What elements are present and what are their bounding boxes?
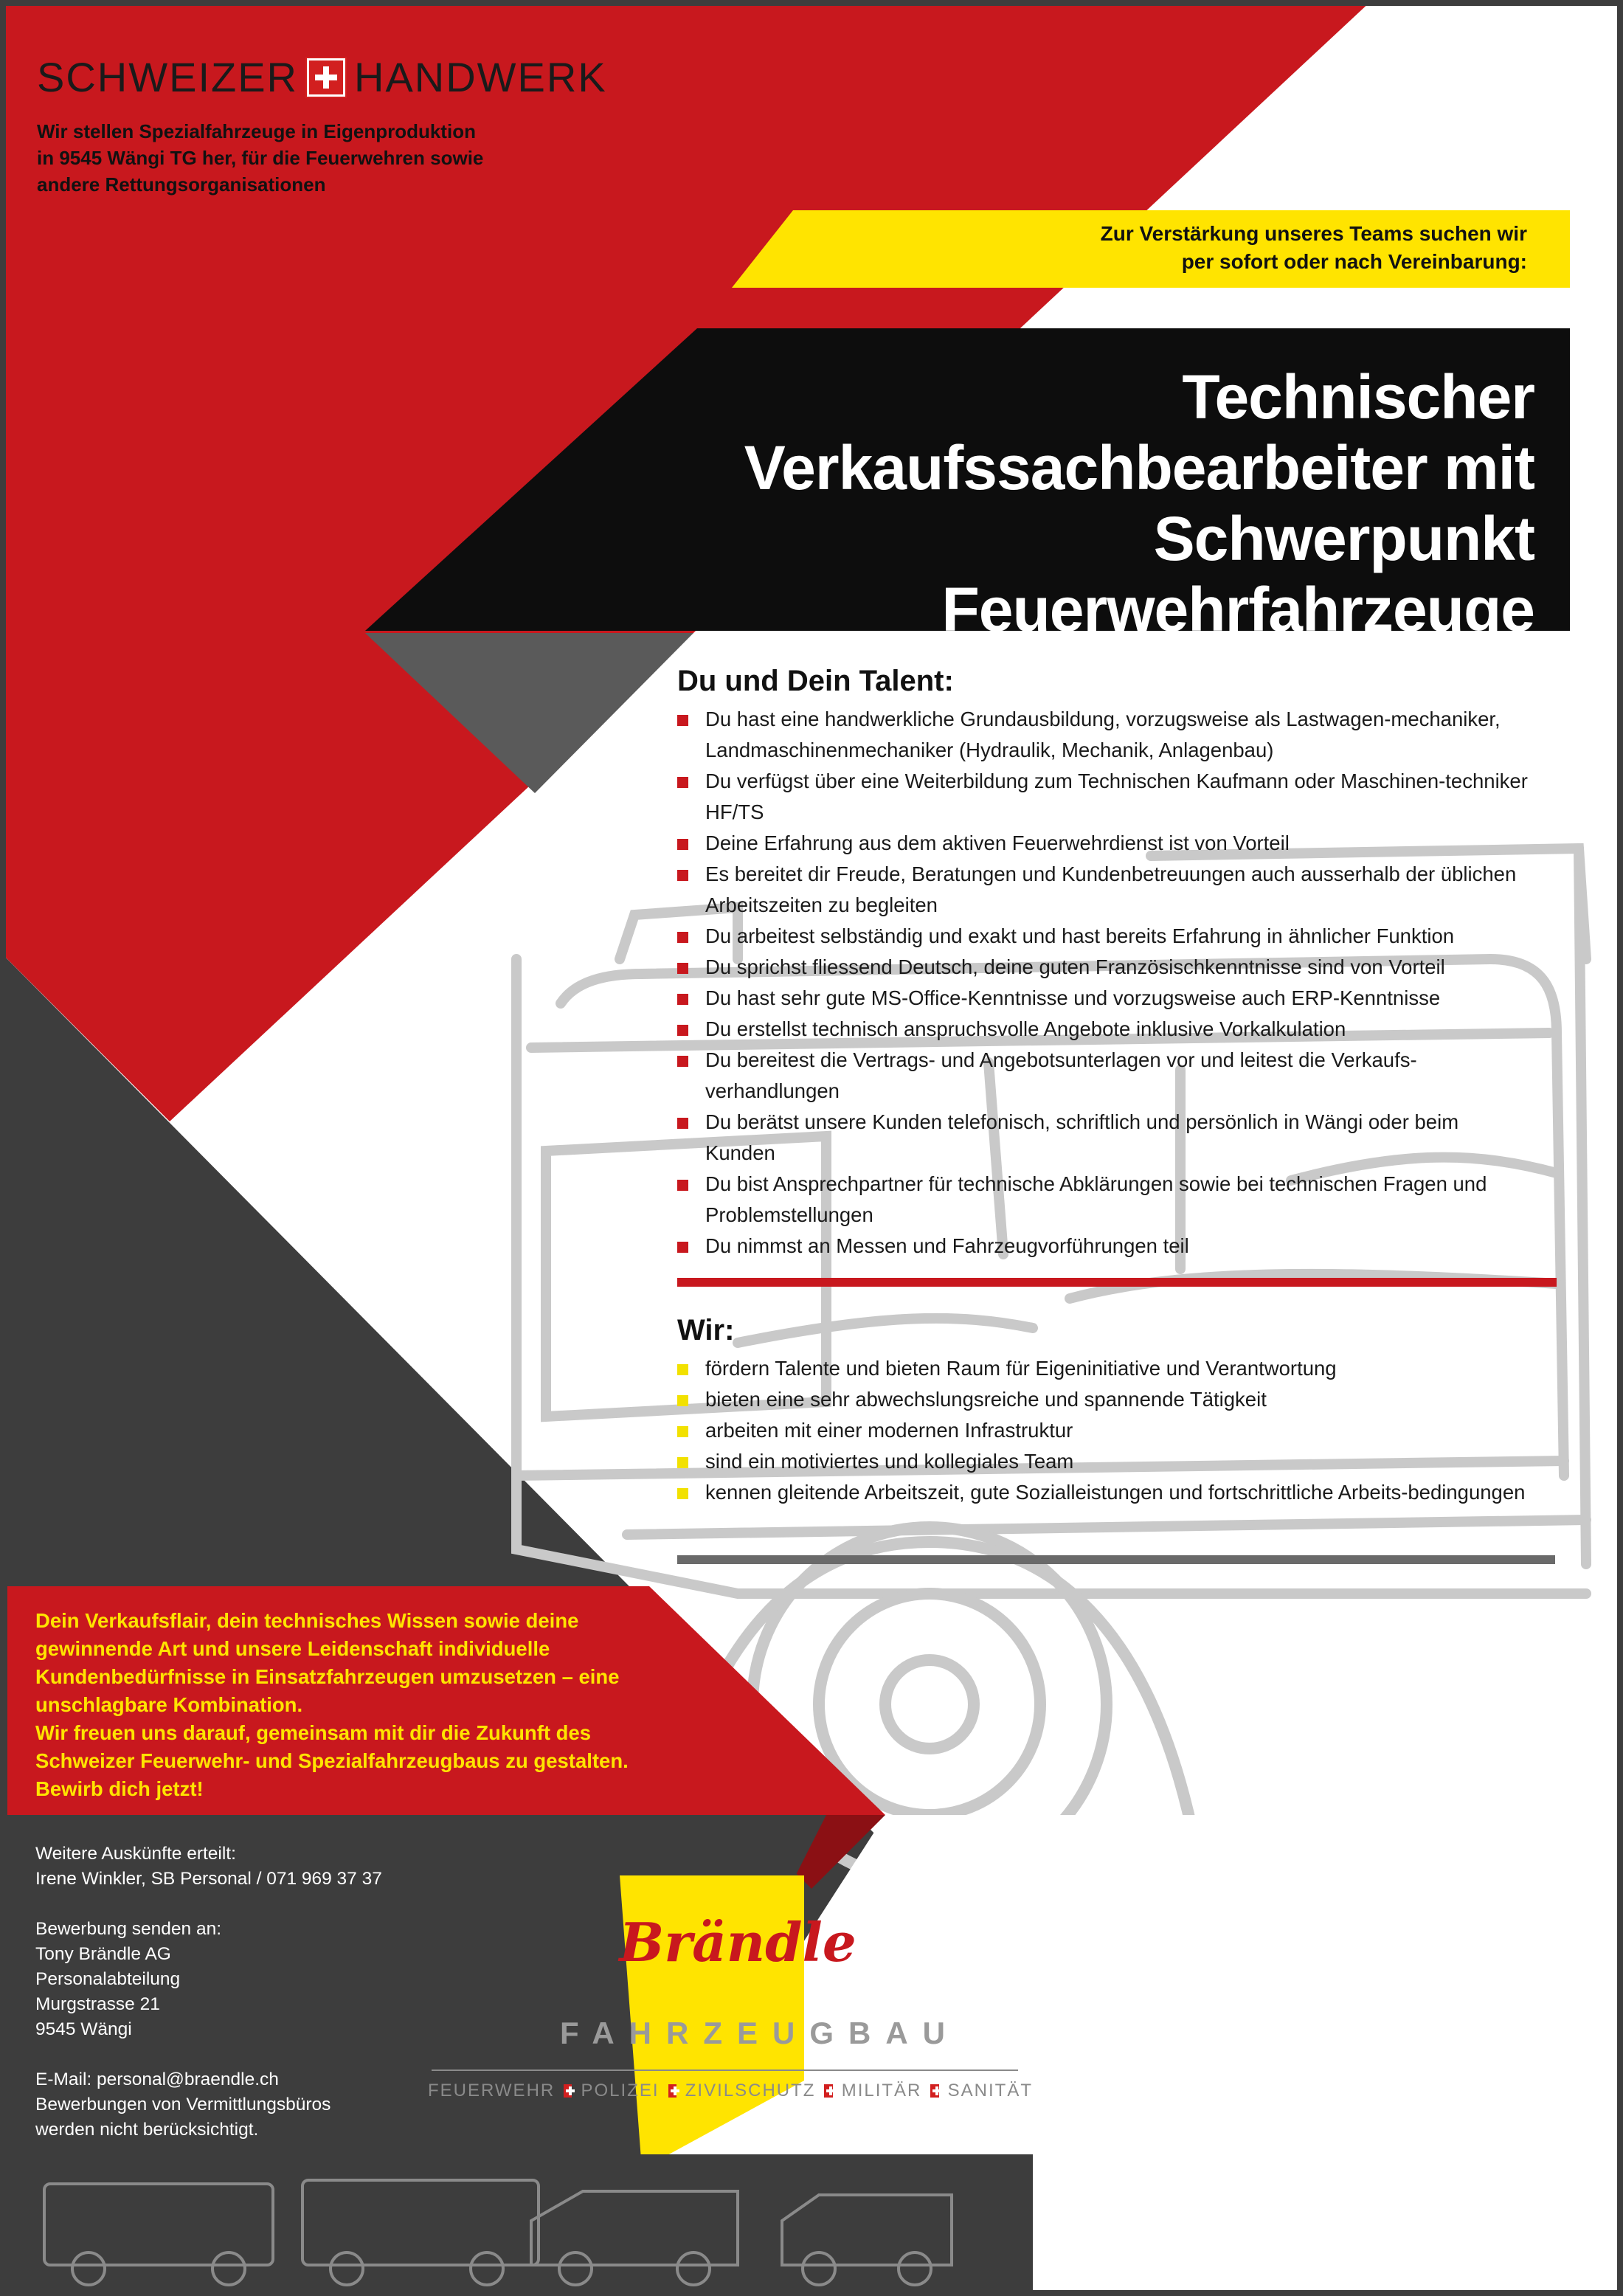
tag-label: SANITÄT <box>947 2081 1033 2100</box>
job-title <box>575 362 1534 645</box>
tag-label: POLIZEI <box>581 2081 660 2100</box>
wir-heading: Wir: <box>677 1314 735 1346</box>
email-link[interactable]: E-Mail: personal@braendle.ch <box>35 2069 279 2089</box>
list-item: Du arbeitest selbständig und exakt und hast bereits Erfahrung in ähnlicher Funktion <box>677 921 1533 952</box>
list-item: sind ein motiviertes und kollegiales Team <box>677 1446 1533 1477</box>
list-item: fördern Talente und bieten Raum für Eigeninitiative und Verantwortung <box>677 1353 1533 1384</box>
list-item: Du bereitest die Vertrags- und Angebotsunterlagen vor und leitest die Verkaufs-verhandlungen <box>677 1045 1533 1107</box>
braendle-logo: Brändle <box>619 1911 857 1974</box>
swiss-flag-icon <box>307 58 345 97</box>
closing-line: Kundenbedürfnisse in Einsatzfahrzeugen umzusetzen – eine <box>35 1665 620 1688</box>
intro-line: andere Rettungsorganisationen <box>37 173 326 196</box>
list-item: arbeiten mit einer modernen Infrastruktur <box>677 1415 1533 1446</box>
list-item: Du hast eine handwerkliche Grundausbildung, vorzugsweise als Lastwagen-mechaniker, Landmaschinenmechaniker (Hydraulik, Mechanik, Anlagenbau) <box>677 704 1533 766</box>
talent-list <box>677 704 1533 1262</box>
closing-line: unschlagbare Kombination. <box>35 1693 303 1716</box>
list-item: kennen gleitende Arbeitszeit, gute Sozialleistungen und fortschrittliche Arbeits-bedingungen <box>677 1477 1533 1508</box>
contact-line: Bewerbung senden an: <box>35 1919 221 1939</box>
closing-line: Schweizer Feuerwehr- und Spezialfahrzeugbaus zu gestalten. <box>35 1749 629 1772</box>
seeking-text <box>1011 220 1527 276</box>
contact-line: Bewerbungen von Vermittlungsbüros <box>35 2095 331 2115</box>
swiss-cross-icon <box>824 2084 832 2098</box>
contact-line: Irene Winkler, SB Personal / 071 969 37 37 <box>35 1869 382 1889</box>
list-item: bieten eine sehr abwechslungsreiche und spannende Tätigkeit <box>677 1384 1533 1415</box>
list-item: Du verfügst über eine Weiterbildung zum Technischen Kaufmann oder Maschinen-techniker HF/TS <box>677 766 1533 828</box>
closing-line: Dein Verkaufsflair, dein technisches Wissen sowie deine <box>35 1609 579 1632</box>
contact-line: Murgstrasse 21 <box>35 1994 160 2014</box>
list-item: Du erstellst technisch anspruchsvolle Angebote inklusive Vorkalkulation <box>677 1014 1533 1045</box>
talent-heading: Du und Dein Talent: <box>677 665 954 697</box>
closing-line: Bewirb dich jetzt! <box>35 1777 204 1800</box>
seeking-line: per sofort oder nach Vereinbarung: <box>1181 250 1527 273</box>
seeking-line: Zur Verstärkung unseres Teams suchen wir <box>1100 222 1527 245</box>
intro-text <box>37 118 553 198</box>
job-title-line: Verkaufssachbearbeiter mit <box>744 433 1534 502</box>
tag-label: FEUERWEHR <box>428 2081 556 2100</box>
wir-section <box>677 1312 1533 1508</box>
contact-line: Tony Brändle AG <box>35 1944 171 1964</box>
contact-line: Weitere Auskünfte erteilt: <box>35 1844 236 1864</box>
brand-header <box>37 53 607 101</box>
contact-line: Personalabteilung <box>35 1969 181 1989</box>
job-title-line: Schwerpunkt Feuerwehrfahrzeuge <box>941 504 1534 644</box>
red-divider <box>677 1278 1557 1287</box>
swiss-cross-icon <box>930 2084 938 2098</box>
swiss-cross-icon <box>564 2084 572 2098</box>
closing-line: gewinnende Art und unsere Leidenschaft individuelle <box>35 1637 550 1660</box>
job-title-line: Technischer <box>1182 362 1534 432</box>
list-item: Du bist Ansprechpartner für technische Abklärungen sowie bei technischen Fragen und Problemstellungen <box>677 1169 1533 1231</box>
swiss-cross-icon <box>668 2084 676 2098</box>
list-item: Du sprichst fliessend Deutsch, deine guten Französischkenntnisse sind von Vorteil <box>677 952 1533 983</box>
vehicle-strip <box>0 2154 1033 2296</box>
brand-left: SCHWEIZER <box>37 54 298 100</box>
logo-tagline <box>428 2081 1033 2101</box>
gray-divider <box>677 1555 1555 1564</box>
list-item: Du nimmst an Messen und Fahrzeugvorführungen teil <box>677 1231 1533 1262</box>
list-item: Deine Erfahrung aus dem aktiven Feuerwehrdienst ist von Vorteil <box>677 828 1533 859</box>
tag-label: ZIVILSCHUTZ <box>685 2081 816 2100</box>
contact-line <box>35 1892 449 1917</box>
brand-right: HANDWERK <box>354 54 607 100</box>
logo-wordmark: FAHRZEUGBAU <box>560 2016 960 2050</box>
closing-text <box>35 1607 685 1803</box>
wir-list <box>677 1353 1533 1508</box>
talent-section <box>677 663 1533 1262</box>
contact-line <box>35 2042 449 2067</box>
contact-line: werden nicht berücksichtigt. <box>35 2120 259 2140</box>
list-item: Es bereitet dir Freude, Beratungen und Kundenbetreuungen auch ausserhalb der üblichen Arbeitszeiten zu begleiten <box>677 859 1533 921</box>
list-item: Du berätst unsere Kunden telefonisch, schriftlich und persönlich in Wängi oder beim Kunden <box>677 1107 1533 1169</box>
list-item: Du hast sehr gute MS-Office-Kenntnisse und vorzugsweise auch ERP-Kenntnisse <box>677 983 1533 1014</box>
contact-info <box>35 1842 449 2143</box>
intro-line: in 9545 Wängi TG her, für die Feuerwehren sowie <box>37 147 484 169</box>
closing-line: Wir freuen uns darauf, gemeinsam mit dir die Zukunft des <box>35 1721 592 1744</box>
tag-label: MILITÄR <box>841 2081 922 2100</box>
intro-line: Wir stellen Spezialfahrzeuge in Eigenproduktion <box>37 120 476 142</box>
contact-line: 9545 Wängi <box>35 2019 132 2039</box>
